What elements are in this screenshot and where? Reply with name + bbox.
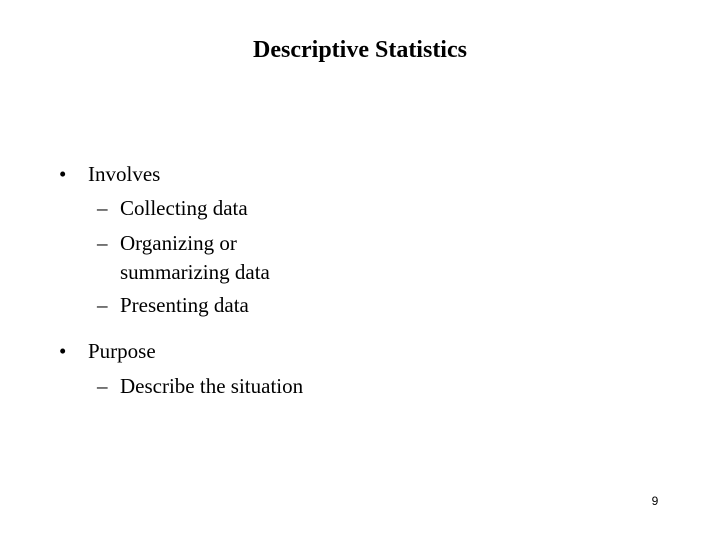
subitem-text: Collecting data: [120, 196, 248, 220]
subitem-text-line1: Organizing or: [120, 231, 237, 255]
slide-title: Descriptive Statistics: [253, 37, 467, 63]
subitem-text-line2: summarizing data: [120, 260, 270, 284]
bullet-icon: •: [59, 339, 67, 363]
bullet-purpose: [59, 337, 579, 366]
bullet-list: [59, 160, 579, 398]
page-number: 9: [651, 494, 659, 508]
bullet-label: Involves: [88, 162, 161, 186]
bullet-involves: [59, 160, 579, 189]
bullet-icon: •: [59, 162, 67, 186]
dash-icon: –: [97, 293, 108, 317]
dash-icon: –: [97, 231, 108, 255]
bullet-label: Purpose: [88, 339, 156, 363]
dash-icon: –: [97, 374, 108, 398]
subitem-text: Describe the situation: [120, 374, 304, 398]
dash-icon: –: [97, 196, 108, 220]
subitem-text: Presenting data: [120, 293, 249, 317]
